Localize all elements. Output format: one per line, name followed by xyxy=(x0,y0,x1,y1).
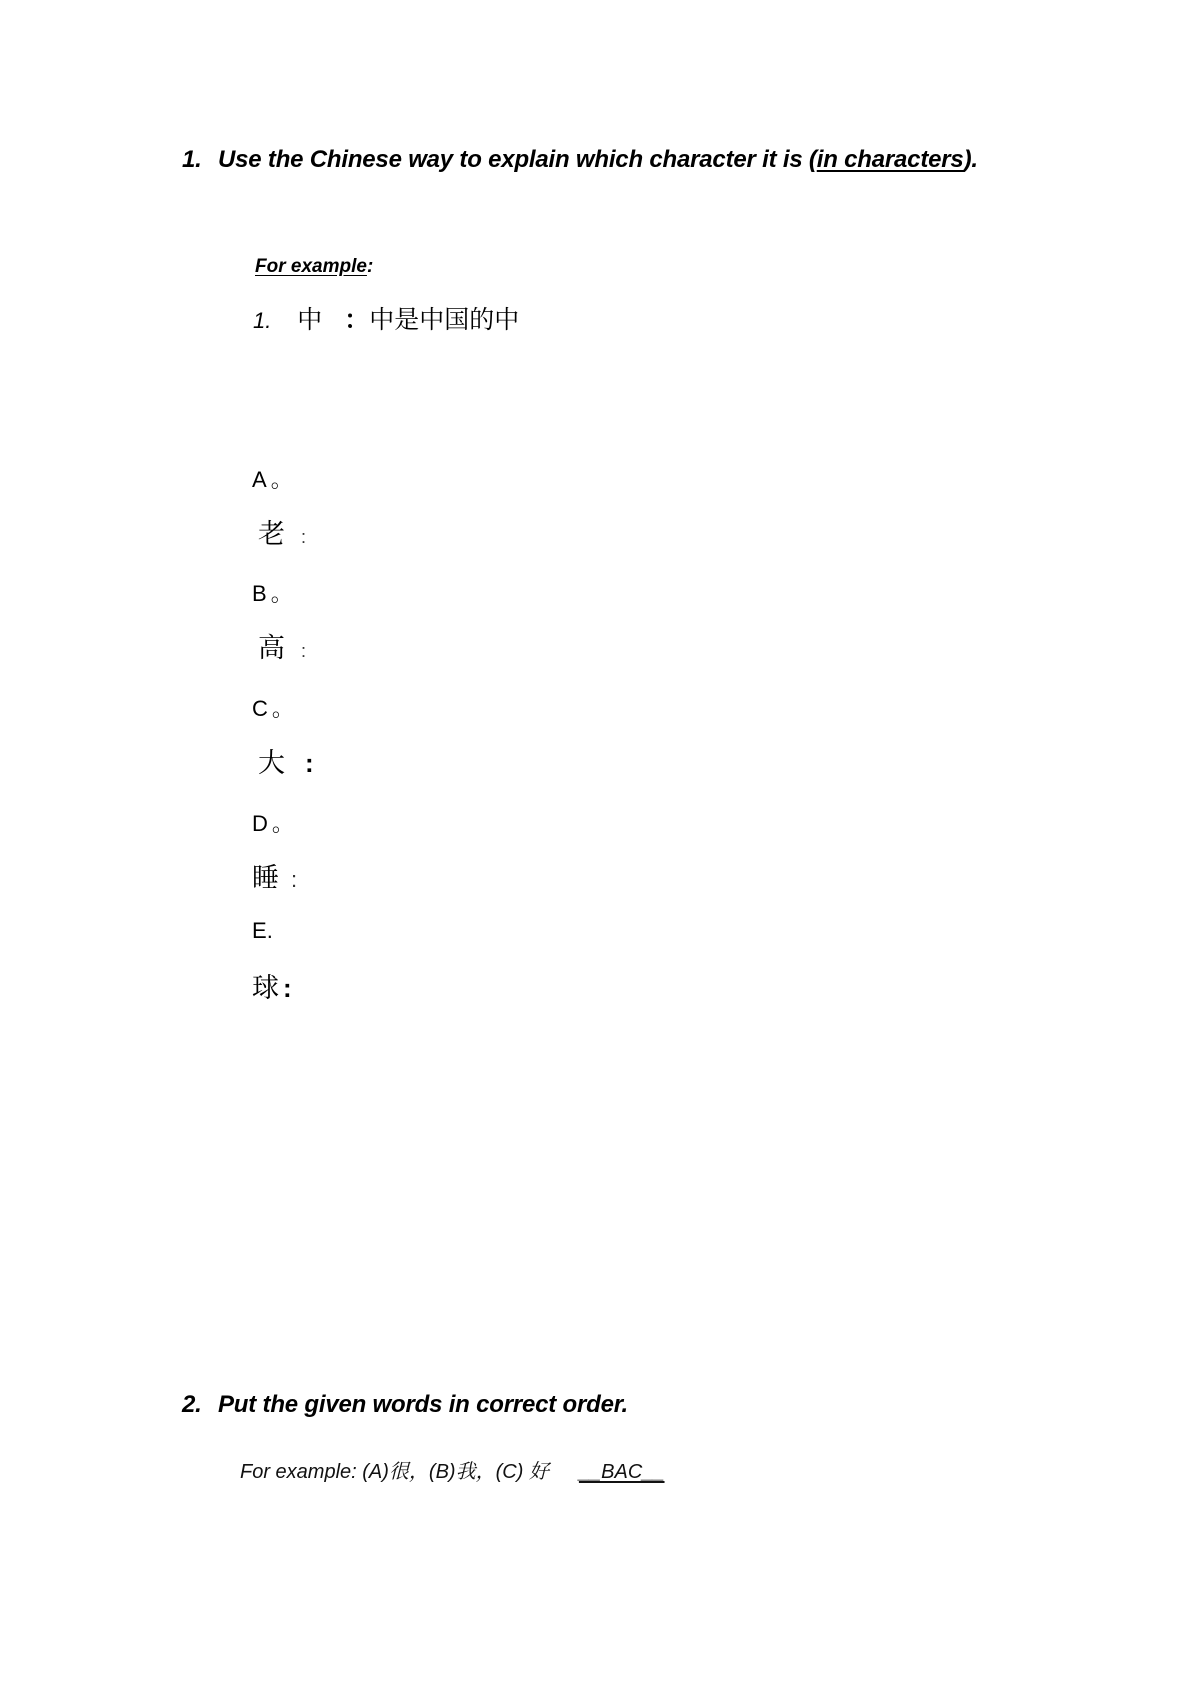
item-a-label: A 。 xyxy=(252,467,293,492)
question-1-text: Use the Chinese way to explain which character it is ( xyxy=(218,146,817,173)
item-b-colon: : xyxy=(301,641,307,661)
question-2-heading xyxy=(182,1391,628,1419)
item-b-row xyxy=(258,626,306,665)
item-e-colon: : xyxy=(283,973,292,1003)
example-1-number: 1. xyxy=(253,308,272,333)
example-2-answer: __BAC__ xyxy=(578,1461,665,1483)
example-2-line xyxy=(240,1455,665,1484)
item-e-label: E. xyxy=(252,918,273,943)
item-a-row xyxy=(258,512,306,551)
item-b-label: B 。 xyxy=(252,581,293,606)
question-1-number: 1. xyxy=(182,146,202,173)
example-2-text: For example: (A)很，(B)我，(C) 好 xyxy=(240,1461,549,1483)
item-c-label: C 。 xyxy=(252,696,294,721)
example-1-explanation: 中是中国的中 xyxy=(369,306,520,334)
item-a-character: 老 xyxy=(258,519,285,550)
question-1-text-end: ). xyxy=(963,146,978,173)
example-1-character: 中 xyxy=(297,306,323,334)
example-1-colon: ： xyxy=(344,306,370,334)
item-d-row xyxy=(252,856,297,895)
item-d-colon: : xyxy=(291,867,298,892)
item-b-character: 高 xyxy=(258,633,285,664)
question-2-text: Put the given words in correct order. xyxy=(218,1391,629,1418)
question-1-underlined-text: in characters xyxy=(816,146,964,173)
item-d-label: D 。 xyxy=(252,811,294,836)
item-d-character: 睡 xyxy=(252,863,279,894)
example-1-label-colon: : xyxy=(366,256,374,277)
example-1-label xyxy=(255,256,373,278)
item-c-character: 大 xyxy=(258,748,285,779)
item-e-character: 球 xyxy=(252,973,279,1004)
item-e-row xyxy=(252,966,292,1005)
item-a-colon: : xyxy=(301,527,307,547)
example-1-line xyxy=(253,300,519,336)
item-c-row xyxy=(258,741,314,780)
item-c-colon: : xyxy=(305,748,314,778)
question-1-heading xyxy=(182,146,978,174)
example-1-label-text: For example xyxy=(255,256,367,277)
question-2-number: 2. xyxy=(182,1391,202,1418)
